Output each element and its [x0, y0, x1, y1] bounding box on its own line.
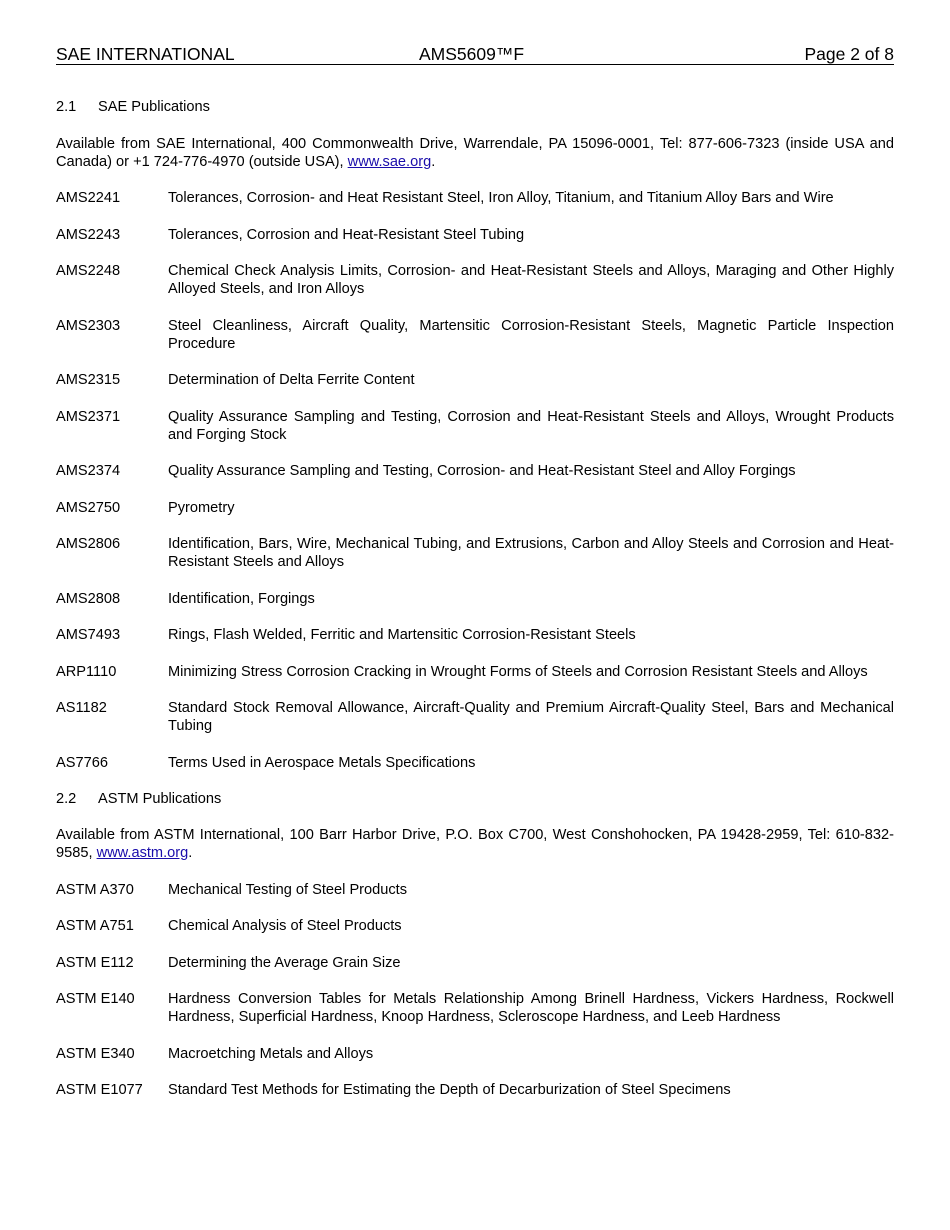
section-heading-sae: [56, 98, 894, 116]
reference-title: Standard Test Methods for Estimating the Depth of Decarburization of Steel Specimens: [168, 1082, 731, 1098]
astm-website-link[interactable]: www.astm.org: [96, 845, 189, 861]
availability-text: Available from ASTM International, 100 Barr Harbor Drive, P.O. Box C700, West Conshohocken, PA 19428-2959, Tel: 610-832-9585,: [56, 827, 894, 861]
reference-item: [56, 462, 894, 480]
reference-code: AMS2243: [56, 226, 121, 243]
reference-code: AMS2374: [56, 463, 121, 479]
reference-title: Identification, Bars, Wire, Mechanical Tubing, and Extrusions, Carbon and Alloy Steels and Corrosion and Heat-Resistant Steels and Alloys: [168, 536, 894, 570]
reference-title: Macroetching Metals and Alloys: [168, 1045, 374, 1062]
section-heading-astm: [56, 790, 894, 808]
reference-code: AMS2371: [56, 408, 121, 425]
reference-title: Chemical Analysis of Steel Products: [168, 918, 402, 934]
section-number: 2.2: [56, 790, 77, 807]
reference-code: AMS2303: [56, 317, 121, 334]
reference-item: [56, 590, 894, 608]
header-org: SAE INTERNATIONAL: [56, 44, 235, 64]
reference-title: Pyrometry: [168, 499, 235, 516]
section-number: 2.1: [56, 99, 77, 115]
reference-item: [56, 499, 894, 517]
reference-code: ASTM A751: [56, 918, 134, 934]
availability-text: Available from SAE International, 400 Commonwealth Drive, Warrendale, PA 15096-0001, Tel: 877-606-7323 (inside USA and Canada) or +1 724-776-4970 (outside USA),: [56, 135, 894, 170]
reference-title: Chemical Check Analysis Limits, Corrosion- and Heat-Resistant Steels and Alloys, Maraging and Other Highly Alloyed Steels, and Iron Alloys: [168, 263, 894, 297]
reference-title: Rings, Flash Welded, Ferritic and Martensitic Corrosion-Resistant Steels: [168, 627, 636, 643]
reference-item: [56, 189, 894, 207]
reference-code: AMS2750: [56, 499, 121, 516]
reference-title: Standard Stock Removal Allowance, Aircraft-Quality and Premium Aircraft-Quality Steel, Bars and Mechanical Tubing: [168, 700, 894, 734]
reference-code: ARP1110: [56, 663, 117, 680]
reference-item: [56, 990, 894, 1026]
header-page-number: Page 2 of 8: [804, 44, 894, 64]
reference-code: AMS7493: [56, 627, 121, 643]
reference-item: [56, 371, 894, 389]
reference-code: ASTM E112: [56, 954, 134, 971]
reference-code: AMS2806: [56, 536, 121, 552]
reference-title: Quality Assurance Sampling and Testing, Corrosion- and Heat-Resistant Steel and Alloy Forgings: [168, 463, 796, 479]
reference-item: [56, 881, 894, 899]
reference-item: [56, 408, 894, 444]
reference-title: Terms Used in Aerospace Metals Specifications: [168, 754, 476, 771]
reference-item: [56, 626, 894, 644]
reference-title: Determination of Delta Ferrite Content: [168, 372, 415, 388]
reference-code: ASTM E340: [56, 1045, 135, 1062]
reference-code: ASTM E1077: [56, 1082, 143, 1098]
reference-code: AMS2248: [56, 263, 121, 279]
reference-title: Determining the Average Grain Size: [168, 954, 401, 971]
reference-item: [56, 1045, 894, 1063]
reference-item: [56, 699, 894, 735]
reference-item: [56, 663, 894, 681]
reference-item: [56, 262, 894, 298]
sae-website-link[interactable]: www.sae.org: [347, 153, 432, 170]
page-header: [56, 44, 894, 65]
reference-title: Identification, Forgings: [168, 590, 315, 607]
reference-code: ASTM A370: [56, 881, 134, 898]
reference-code: ASTM E140: [56, 991, 135, 1007]
reference-title: Steel Cleanliness, Aircraft Quality, Martensitic Corrosion-Resistant Steels, Magnetic Particle Inspection Procedure: [168, 317, 894, 352]
reference-item: [56, 535, 894, 571]
reference-item: [56, 917, 894, 935]
reference-title: Tolerances, Corrosion- and Heat Resistant Steel, Iron Alloy, Titanium, and Titanium Alloy Bars and Wire: [168, 190, 834, 206]
page-content: [56, 98, 894, 1118]
reference-item: [56, 317, 894, 353]
reference-code: AS1182: [56, 700, 107, 716]
reference-code: AMS2241: [56, 190, 121, 206]
reference-item: [56, 1081, 894, 1099]
reference-title: Quality Assurance Sampling and Testing, Corrosion and Heat-Resistant Steels and Alloys, Wrought Products and Forging Stock: [168, 408, 894, 443]
reference-item: [56, 754, 894, 772]
astm-availability-paragraph: Available from ASTM International, 100 Barr Harbor Drive, P.O. Box C700, West Conshohocken, PA 19428-2959, Tel: 610-832-9585, www.astm.org.: [56, 827, 894, 861]
header-doc-id: AMS5609™F: [419, 44, 525, 64]
reference-item: [56, 954, 894, 972]
reference-item: [56, 226, 894, 244]
reference-title: Minimizing Stress Corrosion Cracking in Wrought Forms of Steels and Corrosion Resistant Steels and Alloys: [168, 663, 868, 680]
section-title: SAE Publications: [98, 99, 210, 115]
reference-code: AS7766: [56, 754, 108, 771]
reference-code: AMS2315: [56, 372, 121, 388]
reference-title: Tolerances, Corrosion and Heat-Resistant Steel Tubing: [168, 226, 525, 243]
reference-code: AMS2808: [56, 590, 121, 607]
reference-title: Mechanical Testing of Steel Products: [168, 881, 408, 898]
section-title: ASTM Publications: [98, 790, 222, 807]
reference-title: Hardness Conversion Tables for Metals Relationship Among Brinell Hardness, Vickers Hardness, Rockwell Hardness, Superficial Hardness, Knoop Hardness, Scleroscope Hardness, and Leeb Hardness: [168, 991, 894, 1025]
sae-availability-paragraph: Available from SAE International, 400 Commonwealth Drive, Warrendale, PA 15096-0001, Tel: 877-606-7323 (inside USA and Canada) or +1 724-776-4970 (outside USA), www.sae.org.: [56, 135, 894, 170]
